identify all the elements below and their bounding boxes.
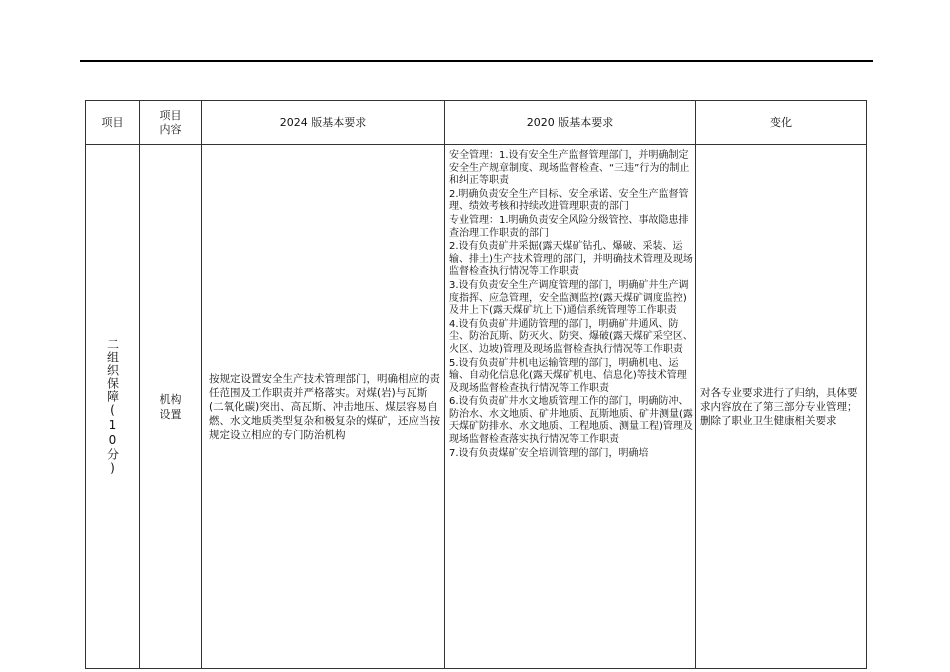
req2020-paragraph: 7.设有负责煤矿安全培训管理的部门，明确培: [449, 447, 649, 459]
item-vertical-text: 二组织保障(10分): [105, 337, 120, 476]
req2020-paragraph: 4.设有负责矿井通防管理的部门，明确矿井通风、防尘、防治瓦斯、防灭火、防突、爆破(露天煤矿采空区、火区、边坡)管理及现场监督检查执行情况等工作职责: [449, 318, 693, 355]
req2020-paragraph: 专业管理：1.明确负责安全风险分级管控、事故隐患排查治理工作职责的部门: [449, 214, 689, 239]
req2020-paragraph: 3.设有负责安全生产调度管理的部门，明确矿井生产调度指挥、应急管理，安全监测监控(露天煤矿调度监控)及井上下(露天煤矿坑上下)通信系统管理等工作职责: [449, 279, 689, 317]
header-change-label: 变化: [770, 115, 792, 129]
req2020-paragraph: 5.设有负责矿井机电运输管理的部门，明确机电、运输、自动化信息化(露天煤矿机电、信息化)等技术管理及现场监督检查执行情况等工作职责: [449, 357, 687, 394]
change-text: 对各专业要求进行了归纳，具体要求内容放在了第三部分专业管理；删除了职业卫生健康相关要求: [700, 386, 858, 427]
header-req2020-label: 2020 版基本要求: [526, 115, 614, 129]
cell-change: [696, 145, 867, 669]
req2020-paragraph: 6.设有负责矿井水文地质管理工作的部门，明确防冲、防治水、水文地质、矿井地质、瓦斯地质、矿井测量(露天煤矿防排水、水文地质、工程地质、测量工程)管理及现场监督检查落实执行情况等工作职责: [449, 396, 693, 446]
req2020-paragraph: 2.设有负责矿井采掘(露天煤矿钻孔、爆破、采装、运输、排土)生产技术管理的部门，并明确技术管理及现场监督检查执行情况等工作职责: [449, 241, 693, 278]
cell-item: [86, 145, 140, 669]
header-content: [140, 101, 202, 145]
req2020-paragraph: 安全管理：1.设有安全生产监督管理部门，并明确制定安全生产规章制度、现场监督检查、“三违”行为的制止和纠正等职责: [449, 150, 690, 187]
top-rule: [80, 60, 873, 62]
header-item: [86, 101, 140, 145]
header-req2024-label: 2024 版基本要求: [279, 115, 367, 129]
cell-req2020: [445, 145, 696, 669]
header-content-label: 项目 内容: [159, 108, 182, 136]
table-row: [86, 145, 867, 669]
header-item-label: 项目: [101, 115, 124, 129]
cell-content: [140, 145, 202, 669]
header-row: [86, 101, 867, 145]
content-label: 机构 设置: [159, 392, 182, 421]
header-req2020: [445, 101, 696, 145]
req2024-text: 按规定设置安全生产技术管理部门，明确相应的责任范围及工作职责并严格落实。对煤(岩)与瓦斯(二氧化碳)突出、高瓦斯、冲击地压、煤层容易自燃、水文地质类型复杂和极复杂的煤矿，还应当按规定设立相应的专门防治机构: [209, 372, 440, 441]
cell-req2024: [202, 145, 445, 669]
header-change: [696, 101, 867, 145]
req2020-paragraph: 2.明确负责安全生产目标、安全承诺、安全生产监督管理、绩效考核和持续改进管理职责的部门: [449, 188, 689, 213]
comparison-table: [85, 100, 867, 669]
header-req2024: [202, 101, 445, 145]
req2020-text: [445, 145, 695, 668]
